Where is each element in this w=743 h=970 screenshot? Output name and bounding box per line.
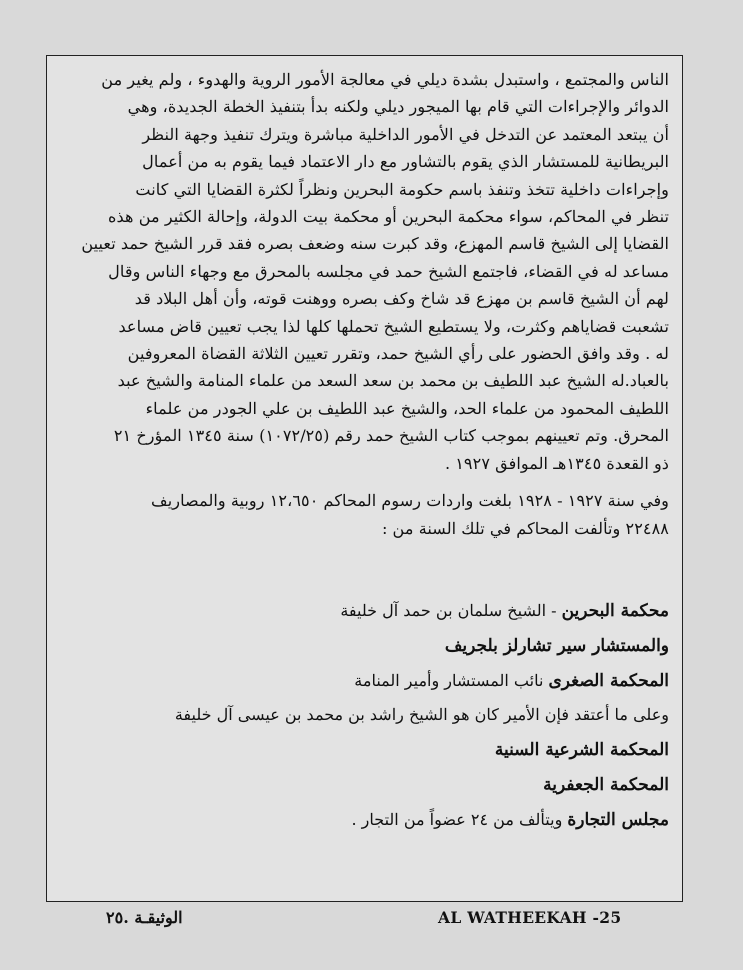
list-item [60,803,669,838]
courts-list [60,594,669,838]
footer-english-title: AL WATHEEKAH -25 [438,908,622,927]
text-line: مساعد له في القضاء، فاجتمع الشيخ حمد في مجلسه بالمحرق مع وجهاء الناس وقال [108,261,669,281]
page-footer [46,904,683,934]
list-item: المحكمة الجعفرية [543,774,669,795]
text-line: له . وقد وافق الحضور على رأي الشيخ حمد، وتقرر تعيين الثلاثة القضاة المعروفين [127,344,669,364]
text-line: الدوائر والإجراءات التي قام بها الميجور ديلي ولكنه بدأ بتنفيذ الخطة الجديدة، وهي [127,97,669,117]
list-item: المحكمة الشرعية السنية [494,740,669,761]
paragraph-1 [60,66,669,477]
body-text [60,66,669,542]
text-line: ذو القعدة ١٣٤٥هـ الموافق ١٩٢٧ . [444,453,669,473]
text-line: بالعباد.له الشيخ عبد اللطيف بن محمد بن سعد السعد من علماء المنامة والشيخ عبد [117,371,669,391]
text-line: أن يبتعد المعتمد عن التدخل في الأمور الداخلية مباشرة ويترك تنفيذ وجهة النظر [142,124,669,144]
list-item [60,594,669,629]
footer-arabic-title: الوثيقـة .٢٥ [106,908,183,927]
text-line: وفي سنة ١٩٢٧ - ١٩٢٨ بلغت واردات رسوم المحاكم ١٢،٦٥٠ روبية والمصاريف [151,491,669,511]
list-item: والمستشار سير تشارلز بلجريف [444,635,669,656]
text-line: لهم أن الشيخ قاسم بن مهزع قد شاخ وكف بصره ووهنت قوته، وأن أهل البلاد قد [134,289,669,309]
text-line: تشعبت قضاياهم وكثرت، ولا يستطيع الشيخ تحملها كلها لذا يجب تعيين قاض مساعد [118,316,669,336]
text-line: الناس والمجتمع ، واستبدل بشدة ديلي في معالجة الأمور الروية والهدوء ، ولم يغير من [101,70,669,89]
court-detail: - الشيخ سلمان بن حمد آل خليفة [340,601,562,620]
text-line: تنظر في المحاكم، سواء محكمة البحرين أو محكمة بيت الدولة، وإحالة الكثير من هذه [108,207,669,227]
text-line: البريطانية للمستشار الذي يقوم بالتشاور مع دار الاعتماد فيما يقوم به من أعمال [142,152,669,172]
list-item [60,664,669,699]
text-line: المحرق. وتم تعيينهم بموجب كتاب الشيخ حمد رقم (١٠٧٢/٢٥) سنة ١٣٤٥ المؤرخ ٢١ [113,426,669,446]
text-line: ٢٢٤٨٨ وتألفت المحاكم في تلك السنة من : [381,518,669,538]
court-name: المحكمة الصغرى [548,670,669,691]
paragraph-2 [60,487,669,542]
text-line: اللطيف المحمود من علماء الحد، والشيخ عبد اللطيف بن علي الجودر من علماء [145,398,669,418]
list-item: وعلى ما أعتقد فإن الأمير كان هو الشيخ راشد بن محمد بن عيسى آل خليفة [174,705,669,725]
court-name: محكمة البحرين [561,601,669,621]
court-detail: نائب المستشار وأمير المنامة [354,670,549,690]
court-name: مجلس التجارة [567,809,669,830]
text-line: وإجراءات داخلية تتخذ وتنفذ باسم حكومة البحرين ونظراً لكثرة القضايا التي كانت [135,179,669,199]
text-line: القضايا إلى الشيخ قاسم المهزع، وقد كبرت سنه وضعف بصره فقد قرر الشيخ حمد تعيين [81,234,669,254]
court-detail: ويتألف من ٢٤ عضواً من التجار . [351,809,568,829]
